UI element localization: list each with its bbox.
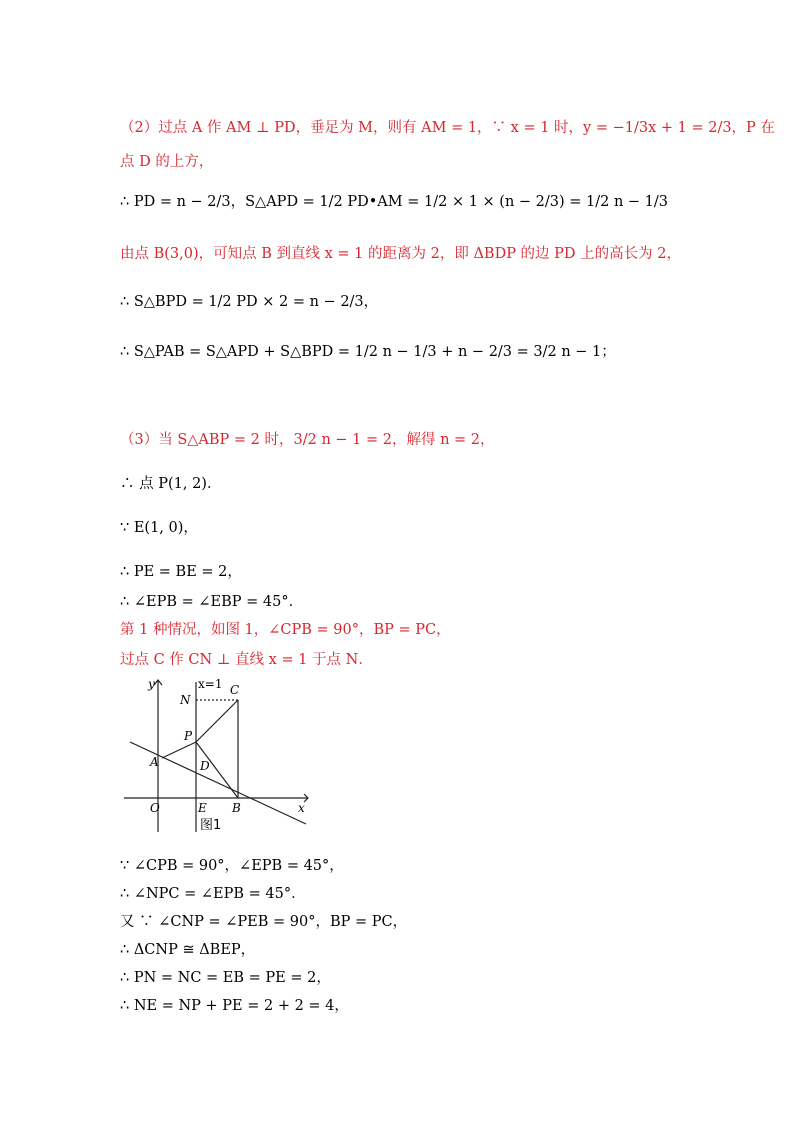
- line-9: ∵ E(1, 0)，: [120, 520, 198, 536]
- line-11: ∴ ∠EPB = ∠EBP = 45°．: [120, 594, 304, 610]
- label-o: O: [150, 801, 160, 815]
- line-2: 点 D 的上方，: [120, 154, 214, 170]
- line-6: ∴ S△PAB = S△APD + S△BPD = 1/2 n − 1/3 + n − 2/3 = 3/2 n − 1；: [120, 344, 616, 360]
- label-d: D: [200, 759, 210, 773]
- label-c: C: [230, 683, 240, 697]
- line-18: ∴ PN = NC = EB = PE = 2，: [120, 970, 331, 986]
- label-n: N: [180, 693, 191, 707]
- label-a: A: [150, 755, 159, 769]
- line-16: 又 ∵ ∠CNP = ∠PEB = 90°，BP = PC，: [120, 914, 408, 930]
- line-8: ∴ 点 P(1, 2)．: [120, 476, 222, 492]
- line-13: 过点 C 作 CN ⊥ 直线 x = 1 于点 N．: [120, 652, 373, 668]
- segment-ap: [162, 742, 196, 758]
- line-15: ∴ ∠NPC = ∠EPB = 45°．: [120, 886, 306, 902]
- line-3: ∴ PD = n − 2/3，S△APD = 1/2 PD•AM = 1/2 × 1 × (n − 2/3) = 1/2 n − 1/3: [120, 194, 669, 210]
- label-e: E: [198, 801, 207, 815]
- figure-caption: 图1: [200, 818, 222, 833]
- line-10: ∴ PE = BE = 2，: [120, 564, 242, 580]
- label-y: y: [148, 677, 155, 691]
- line-1: （2）过点 A 作 AM ⊥ PD，垂足为 M，则有 AM = 1，∵ x = 1 时，y = −1/3x + 1 = 2/3，P 在: [120, 120, 775, 136]
- segment-pc: [196, 700, 238, 742]
- label-x: x: [298, 801, 305, 815]
- line-12: 第 1 种情况，如图 1，∠CPB = 90°，BP = PC，: [120, 622, 451, 638]
- line-4: 由点 B(3,0)，可知点 B 到直线 x = 1 的距离为 2，即 ΔBDP 的边 PD 上的高长为 2，: [120, 246, 681, 262]
- label-x-equals-1: x=1: [198, 677, 223, 691]
- line-14: ∵ ∠CPB = 90°，∠EPB = 45°，: [120, 858, 344, 874]
- line-5: ∴ S△BPD = 1/2 PD × 2 = n − 2/3，: [120, 294, 379, 310]
- line-19: ∴ NE = NP + PE = 2 + 2 = 4，: [120, 998, 349, 1014]
- label-p: P: [184, 729, 193, 743]
- line-17: ∴ ΔCNP ≅ ΔBEP，: [120, 942, 256, 958]
- line-7: （3）当 S△ABP = 2 时，3/2 n − 1 = 2，解得 n = 2，: [120, 432, 495, 448]
- geometry-diagram: [122, 672, 312, 834]
- label-b: B: [232, 801, 241, 815]
- figure-1: [122, 672, 312, 834]
